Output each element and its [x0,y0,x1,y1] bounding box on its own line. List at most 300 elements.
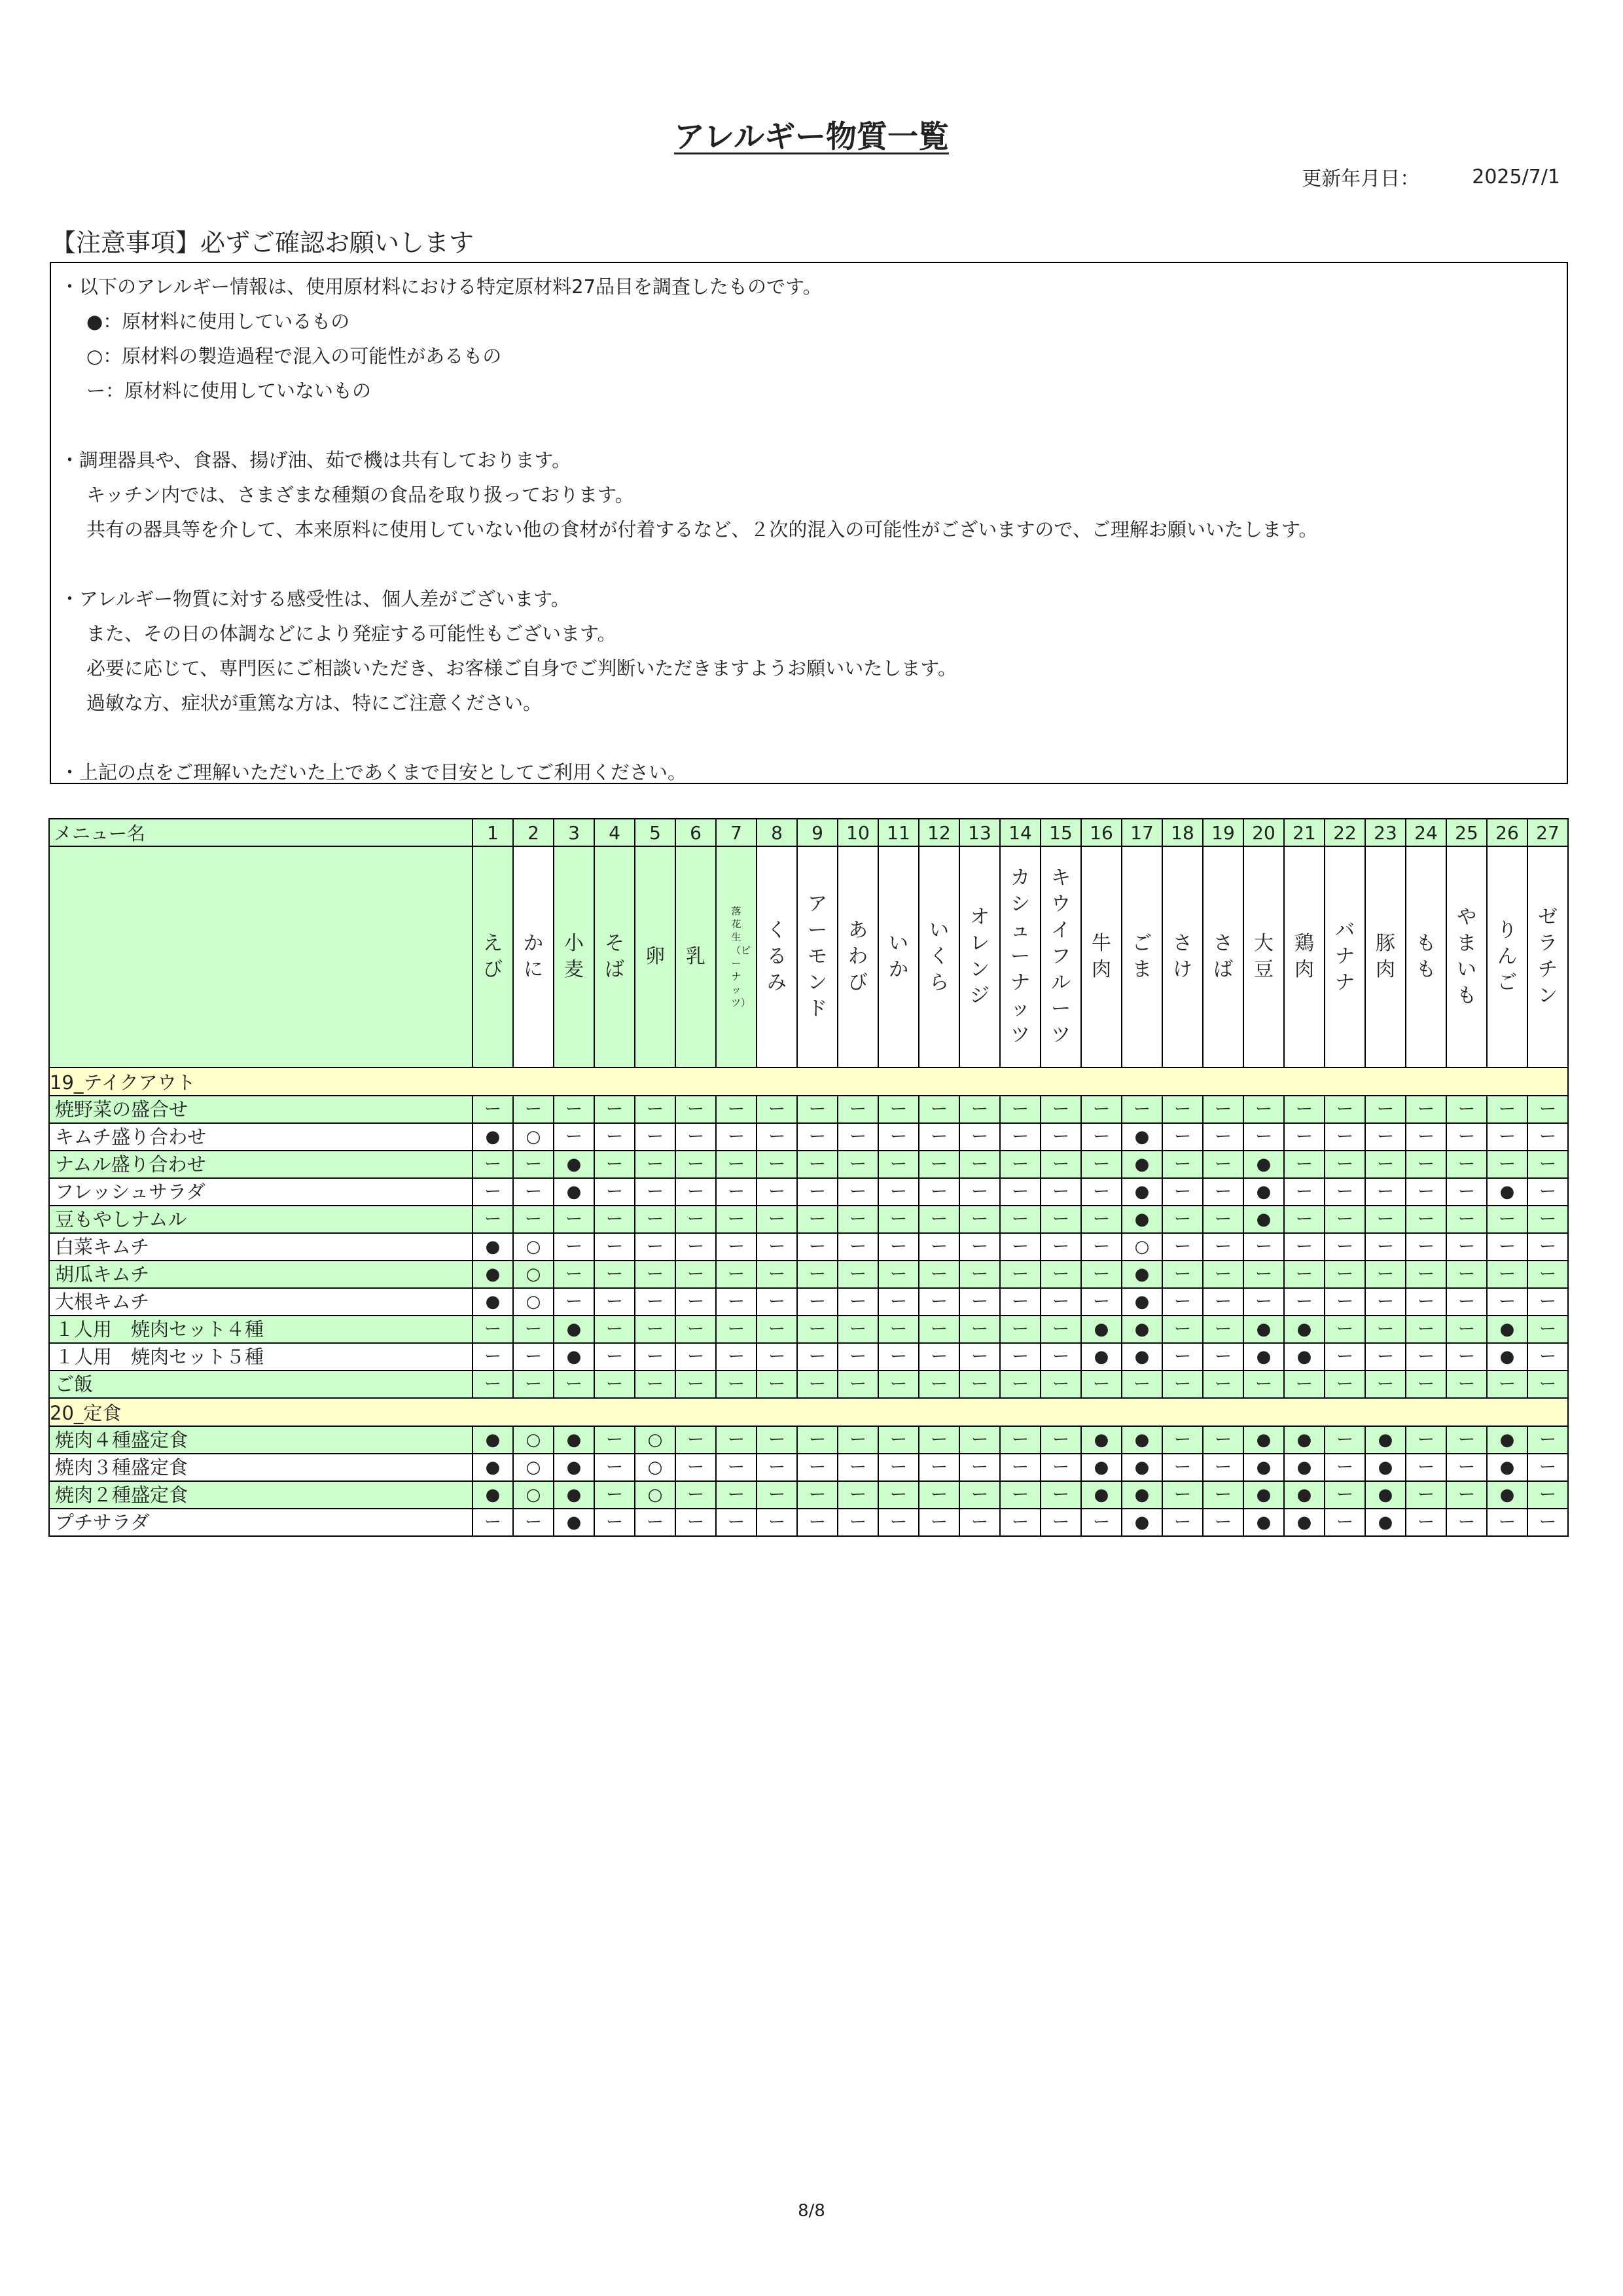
allergen-mark: ー [1527,1509,1568,1536]
notice-line [60,721,1559,755]
allergen-mark: ー [675,1454,716,1481]
allergen-name: 乳 [686,945,705,968]
menu-item-row [49,1509,1568,1536]
allergen-mark: ○ [635,1426,675,1454]
allergen-mark: ● [1487,1481,1527,1509]
menu-item-row [49,1288,1568,1316]
allergen-mark: ー [594,1123,635,1151]
notice-line: ー：原材料に使用していないもの [86,380,372,402]
allergen-mark: ー [1406,1316,1446,1343]
allergen-mark: ー [1365,1178,1406,1206]
allergen-mark: ー [1000,1288,1041,1316]
allergen-number: 1 [473,819,513,846]
allergen-mark: ● [1122,1151,1162,1178]
allergen-mark: ○ [513,1426,554,1454]
allergen-name: そば [605,932,624,981]
allergen-mark: ー [959,1123,1000,1151]
allergen-mark: ー [1365,1261,1406,1288]
allergen-mark: ー [635,1233,675,1261]
allergen-mark: ● [473,1261,513,1288]
allergen-mark: ー [1406,1151,1446,1178]
allergen-mark: ー [1162,1178,1203,1206]
allergen-mark: ー [1527,1261,1568,1288]
allergen-name: ゼラチン [1538,906,1558,1007]
allergen-mark: ー [878,1509,919,1536]
allergen-mark: ー [1041,1206,1081,1233]
allergen-mark: ー [919,1509,959,1536]
notice-line: キッチン内では、さまざまな種類の食品を取り扱っております。 [86,484,634,506]
allergen-mark: ー [959,1454,1000,1481]
allergen-mark: ー [1365,1096,1406,1123]
allergen-mark: ー [1203,1151,1243,1178]
allergen-name: さば [1213,932,1233,981]
allergen-mark: ー [757,1343,797,1371]
allergen-mark: ー [1406,1123,1446,1151]
allergen-name-cell [635,846,675,1067]
menu-item-name: 焼野菜の盛合せ [49,1096,473,1123]
allergen-number: 15 [1041,819,1081,846]
allergen-mark: ● [1284,1454,1325,1481]
allergen-mark: ● [1081,1343,1122,1371]
allergen-mark: ー [1162,1233,1203,1261]
allergen-mark: ー [1041,1178,1081,1206]
allergen-mark: ー [1081,1151,1122,1178]
allergen-mark: ー [1203,1426,1243,1454]
allergen-name-cell [838,846,878,1067]
allergen-mark: ー [716,1233,757,1261]
allergen-mark: ー [635,1343,675,1371]
allergen-mark: ー [1325,1454,1365,1481]
allergen-mark: ー [1406,1481,1446,1509]
allergen-mark: ー [594,1096,635,1123]
allergen-mark: ー [1081,1206,1122,1233]
allergen-mark: ー [1203,1509,1243,1536]
allergen-mark: ー [1284,1261,1325,1288]
allergen-mark: ー [473,1343,513,1371]
allergen-mark: ー [1406,1096,1446,1123]
allergen-mark: ー [1325,1426,1365,1454]
allergen-mark: ー [1162,1096,1203,1123]
allergen-mark: ー [1325,1343,1365,1371]
allergen-mark: ー [1527,1206,1568,1233]
allergen-mark: ー [675,1206,716,1233]
allergen-mark: ー [1000,1371,1041,1398]
allergen-mark: ー [716,1288,757,1316]
allergen-mark: ー [838,1509,878,1536]
allergen-mark: ー [797,1288,838,1316]
allergen-mark: ー [1203,1178,1243,1206]
allergen-mark: ● [473,1481,513,1509]
page-number: 8/8 [798,2201,825,2221]
notice-line: また、その日の体調などにより発症する可能性もございます。 [86,622,616,645]
allergen-mark: ● [1081,1426,1122,1454]
allergen-mark: ー [594,1509,635,1536]
allergen-mark: ー [1041,1426,1081,1454]
allergen-mark: ー [919,1233,959,1261]
allergen-mark: ● [1243,1426,1284,1454]
category-label: 20_定食 [49,1398,1568,1426]
allergen-mark: ー [1325,1123,1365,1151]
allergen-mark: ー [1487,1288,1527,1316]
allergen-mark: ○ [513,1123,554,1151]
allergen-mark: ー [1446,1123,1487,1151]
allergen-mark: ー [1446,1454,1487,1481]
allergen-mark: ー [1081,1509,1122,1536]
allergen-mark: ー [1000,1151,1041,1178]
allergen-mark: ー [675,1261,716,1288]
allergen-mark: ー [1325,1316,1365,1343]
allergen-mark: ー [716,1343,757,1371]
allergen-mark: ー [594,1454,635,1481]
allergen-mark: ー [716,1123,757,1151]
allergen-mark: ー [1365,1288,1406,1316]
update-date-value: 2025/7/1 [1472,165,1560,188]
allergen-mark: ー [878,1151,919,1178]
allergen-number: 3 [554,819,594,846]
allergen-mark: ー [1081,1096,1122,1123]
allergen-mark: ー [1081,1261,1122,1288]
allergen-mark: ー [959,1426,1000,1454]
allergen-mark: ー [1122,1371,1162,1398]
allergen-mark: ー [1243,1261,1284,1288]
allergen-mark: ● [1122,1509,1162,1536]
allergen-mark: ー [473,1509,513,1536]
notice-line [60,547,1559,582]
allergen-mark: ー [878,1426,919,1454]
allergen-mark: ー [1203,1123,1243,1151]
allergen-mark: ー [838,1096,878,1123]
allergen-mark: ー [1527,1151,1568,1178]
allergen-mark: ー [1041,1343,1081,1371]
allergen-name: くるみ [767,919,787,994]
allergen-mark: ー [797,1206,838,1233]
allergen-mark: ー [473,1316,513,1343]
allergen-number: 19 [1203,819,1243,846]
allergen-mark: ● [1122,1206,1162,1233]
allergen-mark: ー [594,1206,635,1233]
allergen-mark: ー [1446,1481,1487,1509]
notice-line: ・以下のアレルギー情報は、使用原材料における特定原材料27品目を調査したものです。 [60,276,822,298]
allergen-mark: ー [797,1371,838,1398]
allergen-mark: ○ [513,1481,554,1509]
allergen-mark: ー [919,1206,959,1233]
allergen-mark: ○ [1122,1233,1162,1261]
allergen-mark: ー [878,1481,919,1509]
allergen-number: 8 [757,819,797,846]
allergen-mark: ー [1325,1261,1365,1288]
allergen-mark: ● [1122,1481,1162,1509]
allergen-mark: ー [1406,1426,1446,1454]
allergen-name-cell [797,846,838,1067]
menu-item-name: 焼肉２種盛定食 [49,1481,473,1509]
allergen-mark: ー [675,1371,716,1398]
allergen-name: アーモンド [808,893,827,1020]
allergen-mark: ー [959,1316,1000,1343]
allergen-mark: ー [554,1288,594,1316]
allergen-mark: ● [1365,1509,1406,1536]
allergen-mark: ー [675,1233,716,1261]
allergen-mark: ー [919,1316,959,1343]
allergen-mark: ー [675,1151,716,1178]
allergen-mark: ー [513,1371,554,1398]
menu-name-header: メニュー名 [49,819,473,846]
allergen-number: 20 [1243,819,1284,846]
menu-item-row [49,1343,1568,1371]
allergen-name: いくら [929,919,949,994]
allergen-number: 14 [1000,819,1041,846]
allergen-mark: ー [1000,1481,1041,1509]
allergen-mark: ー [1446,1343,1487,1371]
menu-item-row [49,1481,1568,1509]
allergen-mark: ○ [513,1454,554,1481]
allergen-mark: ー [1325,1206,1365,1233]
allergen-mark: ー [1325,1178,1365,1206]
allergen-mark: ー [797,1509,838,1536]
allergen-mark: ー [513,1509,554,1536]
allergen-mark: ー [635,1288,675,1316]
allergen-mark: ー [1365,1233,1406,1261]
allergen-mark: ー [675,1316,716,1343]
allergen-mark: ー [959,1288,1000,1316]
allergen-mark: ー [1122,1096,1162,1123]
allergen-name: バナナ [1335,919,1355,994]
menu-item-name: プチサラダ [49,1509,473,1536]
table-header-names [49,846,1568,1067]
allergen-number: 9 [797,819,838,846]
allergen-mark: ー [1243,1233,1284,1261]
menu-item-row [49,1316,1568,1343]
allergen-mark: ー [635,1096,675,1123]
allergen-mark: ● [1243,1178,1284,1206]
allergen-mark: ー [1365,1206,1406,1233]
menu-item-name: キムチ盛り合わせ [49,1123,473,1151]
allergen-number: 24 [1406,819,1446,846]
allergen-mark: ー [594,1426,635,1454]
allergen-name-cell [1243,846,1284,1067]
allergen-mark: ● [1487,1343,1527,1371]
allergen-mark: ● [1122,1123,1162,1151]
allergen-mark: ー [1487,1096,1527,1123]
allergen-mark: ー [1041,1151,1081,1178]
allergen-mark: ● [554,1481,594,1509]
allergen-mark: ● [1365,1454,1406,1481]
allergen-number: 11 [878,819,919,846]
allergen-number: 4 [594,819,635,846]
allergen-mark: ー [1325,1371,1365,1398]
allergen-number: 18 [1162,819,1203,846]
menu-item-name: １人用 焼肉セット５種 [49,1343,473,1371]
notice-line: ・アレルギー物質に対する感受性は、個人差がございます。 [60,588,570,610]
allergen-mark: ー [675,1288,716,1316]
allergen-mark: ー [675,1343,716,1371]
allergen-number: 23 [1365,819,1406,846]
allergen-mark: ー [1284,1123,1325,1151]
allergen-mark: ー [1527,1343,1568,1371]
allergen-name-cell [675,846,716,1067]
allergen-mark: ー [1041,1316,1081,1343]
allergen-mark: ー [1203,1206,1243,1233]
allergen-mark: ー [1406,1509,1446,1536]
allergen-mark: ー [919,1371,959,1398]
allergen-mark: ー [919,1151,959,1178]
allergen-mark: ● [1122,1178,1162,1206]
allergen-mark: ー [1000,1096,1041,1123]
allergen-mark: ー [1162,1454,1203,1481]
allergen-mark: ○ [513,1261,554,1288]
allergen-name-cell [594,846,635,1067]
allergen-mark: ー [1446,1261,1487,1288]
allergen-mark: ー [716,1481,757,1509]
allergen-mark: ー [1527,1096,1568,1123]
allergen-mark: ー [554,1233,594,1261]
allergen-mark: ー [1527,1481,1568,1509]
allergen-number: 25 [1446,819,1487,846]
allergen-number: 17 [1122,819,1162,846]
allergen-mark: ー [1081,1233,1122,1261]
allergen-number: 22 [1325,819,1365,846]
allergen-mark: ー [1162,1481,1203,1509]
allergen-name: えび [483,932,503,981]
allergen-mark: ー [1000,1426,1041,1454]
allergen-name-cell [878,846,919,1067]
allergen-mark: ー [919,1123,959,1151]
allergen-mark: ー [1284,1206,1325,1233]
allergen-mark: ー [797,1261,838,1288]
allergen-mark: ● [554,1343,594,1371]
allergen-mark: ● [1243,1343,1284,1371]
allergen-mark: ○ [635,1481,675,1509]
allergen-mark: ー [838,1316,878,1343]
allergen-mark: ● [1365,1481,1406,1509]
allergen-mark: ー [919,1454,959,1481]
allergen-mark: ー [838,1123,878,1151]
allergen-mark: ー [1284,1371,1325,1398]
allergen-mark: ー [797,1426,838,1454]
allergen-name: 大豆 [1254,932,1274,981]
allergen-mark: ー [554,1371,594,1398]
allergen-mark: ー [878,1316,919,1343]
allergen-name: やまいも [1457,906,1476,1007]
allergen-mark: ー [716,1454,757,1481]
allergen-mark: ー [1406,1343,1446,1371]
allergen-mark: ー [1000,1509,1041,1536]
allergen-mark: ー [1162,1316,1203,1343]
allergen-name: りんご [1497,919,1517,994]
allergen-name-cell [1325,846,1365,1067]
allergen-mark: ー [513,1096,554,1123]
allergen-mark: ー [1284,1096,1325,1123]
notice-line: 必要に応じて、専門医にご相談いただき、お客様ご自身でご判断いただきますようお願いいたします。 [86,657,957,679]
allergen-mark: ー [1446,1178,1487,1206]
allergen-mark: ー [1365,1343,1406,1371]
menu-item-name: 焼肉３種盛定食 [49,1454,473,1481]
allergen-mark: ー [919,1288,959,1316]
allergen-name: 豚肉 [1376,932,1395,981]
allergen-number: 21 [1284,819,1325,846]
allergen-mark: ー [1203,1261,1243,1288]
allergen-mark: ー [1365,1151,1406,1178]
allergen-mark: ー [1284,1233,1325,1261]
allergen-mark: ー [1000,1343,1041,1371]
allergen-mark: ー [757,1233,797,1261]
allergen-name-cell [919,846,959,1067]
allergen-mark: ー [1162,1509,1203,1536]
allergen-mark: ● [1487,1178,1527,1206]
allergen-name: もも [1416,932,1436,981]
allergen-mark: ー [838,1343,878,1371]
allergen-mark: ー [878,1206,919,1233]
allergen-name-cell [1406,846,1446,1067]
menu-item-row [49,1206,1568,1233]
allergen-name: ごま [1132,932,1152,981]
allergen-number: 6 [675,819,716,846]
allergen-mark: ー [1203,1343,1243,1371]
allergen-mark: ー [1041,1261,1081,1288]
allergen-mark: ー [1000,1123,1041,1151]
allergen-mark: ー [594,1288,635,1316]
allergen-mark: ー [959,1343,1000,1371]
menu-item-row [49,1151,1568,1178]
allergen-mark: ー [513,1343,554,1371]
menu-item-row [49,1096,1568,1123]
allergen-mark: ー [1446,1371,1487,1398]
allergen-mark: ー [878,1454,919,1481]
allergen-mark: ー [594,1316,635,1343]
allergen-mark: ー [675,1178,716,1206]
allergen-mark: ー [757,1261,797,1288]
allergen-mark: ー [1081,1288,1122,1316]
allergen-mark: ● [554,1151,594,1178]
allergen-mark: ー [1243,1288,1284,1316]
allergen-name-cell [1041,846,1081,1067]
allergen-mark: ー [635,1178,675,1206]
allergen-mark: ー [1162,1261,1203,1288]
menu-item-row [49,1426,1568,1454]
allergen-mark: ー [1041,1288,1081,1316]
allergen-mark: ● [1122,1288,1162,1316]
allergen-mark: ー [635,1509,675,1536]
allergen-mark: ー [1446,1509,1487,1536]
allergen-mark: ー [959,1096,1000,1123]
allergen-mark: ー [919,1096,959,1123]
allergen-mark: ー [716,1316,757,1343]
allergen-mark: ー [959,1481,1000,1509]
allergen-mark: ー [716,1151,757,1178]
menu-item-name: フレッシュサラダ [49,1178,473,1206]
allergen-mark: ● [473,1288,513,1316]
allergen-mark: ー [1041,1509,1081,1536]
allergen-mark: ー [878,1096,919,1123]
allergen-mark: ー [878,1343,919,1371]
allergen-name-cell [1000,846,1041,1067]
allergen-mark: ● [1487,1316,1527,1343]
allergen-mark: ー [838,1233,878,1261]
allergen-name-cell [1365,846,1406,1067]
notice-line: ●：原材料に使用しているもの [86,310,350,332]
allergen-mark: ー [1325,1509,1365,1536]
allergen-mark: ー [594,1151,635,1178]
allergen-mark: ー [473,1178,513,1206]
allergen-mark: ● [554,1316,594,1343]
allergen-mark: ー [878,1178,919,1206]
allergen-mark: ー [1325,1288,1365,1316]
allergen-mark: ○ [513,1233,554,1261]
page-title: アレルギー物質一覧 [674,119,949,155]
allergen-number: 10 [838,819,878,846]
allergen-number: 26 [1487,819,1527,846]
allergen-name-cell [757,846,797,1067]
category-label: 19_テイクアウト [49,1067,1568,1096]
